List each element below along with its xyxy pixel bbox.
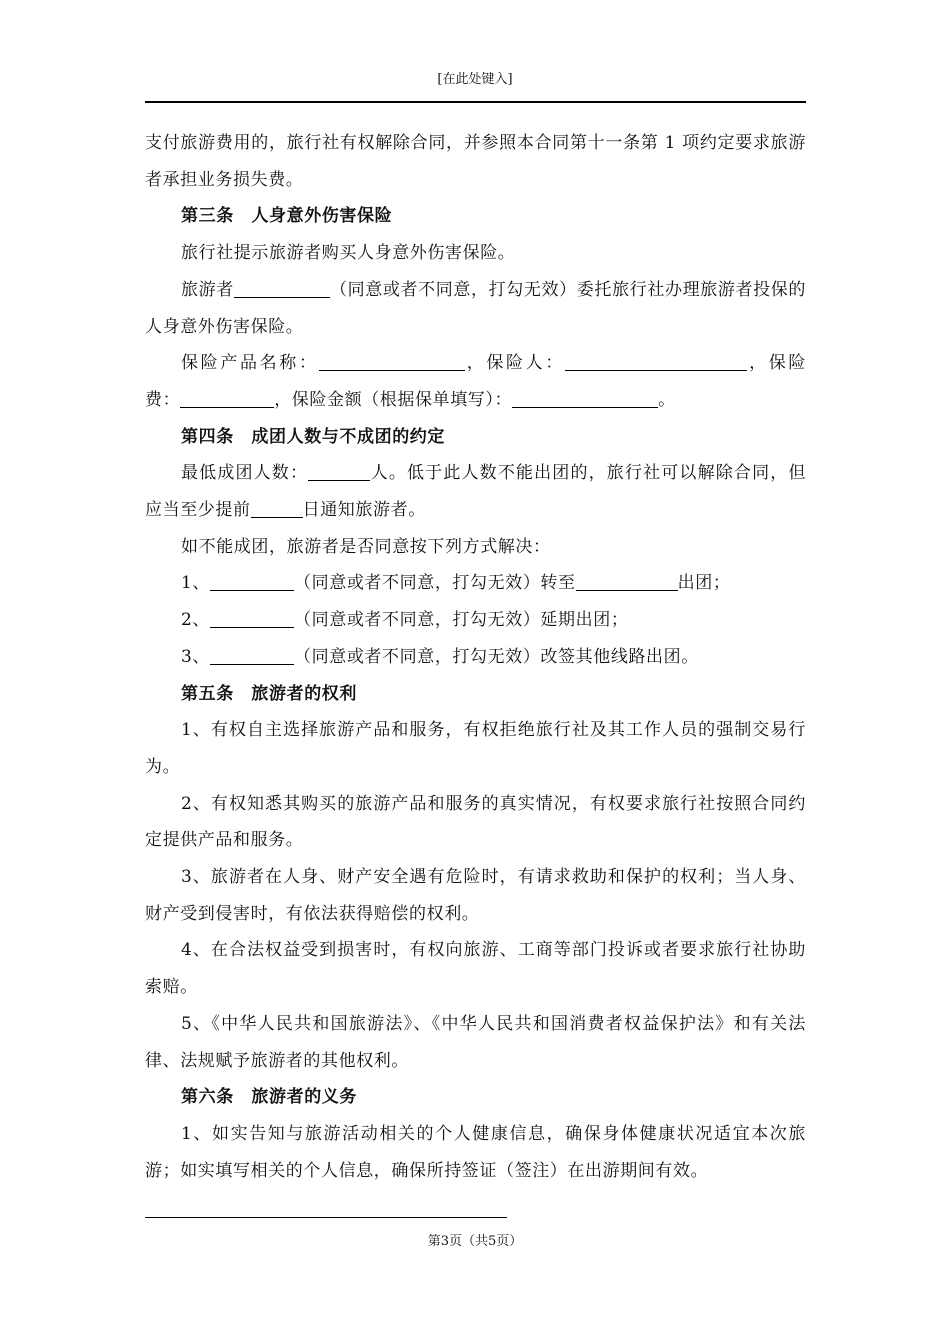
fill-in-blank[interactable]: [565, 352, 747, 371]
text-segment: ，保险费：: [145, 353, 807, 410]
article-3-paragraph-3: [145, 345, 806, 418]
article-4-option-1: [145, 565, 806, 602]
fill-in-blank[interactable]: [576, 572, 678, 591]
article-5-item-1: 1、有权自主选择旅游产品和服务，有权拒绝旅行社及其工作人员的强制交易行为。: [145, 720, 806, 777]
article-5-item-2: 2、有权知悉其购买的旅游产品和服务的真实情况，有权要求旅行社按照合同约定提供产品和服务。: [145, 793, 806, 851]
article-4-option-2: [145, 602, 806, 639]
text-segment: 人。低于此人数不能出团的，旅行社可以解除合同，但应当至少提前: [145, 463, 807, 521]
article-5-item-5: 5、《中华人民共和国旅游法》、《中华人民共和国消费者权益保护法》和有关法律、法规赋予旅游者的其他权利。: [145, 1013, 806, 1071]
text-segment: 最低成团人数：: [181, 463, 309, 484]
text-segment: 3、: [181, 646, 211, 667]
text-segment: 日通知旅游者。: [302, 500, 426, 521]
article-4-option-3: [145, 639, 806, 676]
article-4-paragraph-2: 如不能成团，旅游者是否同意按下列方式解决：: [181, 536, 551, 557]
text-segment: 。: [658, 389, 676, 410]
fill-in-blank[interactable]: [308, 462, 370, 481]
article-6-heading: 第六条 旅游者的义务: [181, 1087, 357, 1108]
article-6-item-1: 1、如实告知与旅游活动相关的个人健康信息，确保身体健康状况适宜本次旅游；如实填写相关的个人信息，确保所持签证（签注）在出游期间有效。: [145, 1123, 806, 1181]
text-segment: 保险产品名称：: [181, 353, 319, 374]
fill-in-blank[interactable]: [210, 646, 294, 665]
fill-in-blank[interactable]: [180, 389, 274, 408]
footer-divider: [145, 1217, 507, 1218]
continued-paragraph: 支付旅游费用的，旅行社有权解除合同，并参照本合同第十一条第 1 项约定要求旅游者承担业务损失费。: [145, 133, 806, 190]
article-5-item-3: 3、旅游者在人身、财产安全遇有危险时，有请求救助和保护的权利；当人身、财产受到侵害时，有依法获得赔偿的权利。: [145, 867, 806, 924]
text-segment: ，保险金额（根据保单填写）：: [274, 389, 513, 410]
header-divider: [145, 101, 806, 103]
text-segment: 旅游者: [181, 279, 234, 300]
article-5-item-4: 4、在合法权益受到损害时，有权向旅游、工商等部门投诉或者要求旅行社协助索赔。: [145, 940, 806, 998]
article-4-paragraph-1: [145, 455, 806, 528]
fill-in-blank[interactable]: [251, 499, 303, 518]
fill-in-blank[interactable]: [210, 609, 294, 628]
article-5-heading: 第五条 旅游者的权利: [181, 683, 357, 704]
article-4-heading: 第四条 成团人数与不成团的约定: [181, 426, 445, 447]
article-3-paragraph-2: [145, 272, 806, 345]
page-number: 第3页（共5页）: [427, 1234, 523, 1249]
text-segment: 1、: [181, 573, 211, 594]
article-3-paragraph-1: 旅行社提示旅游者购买人身意外伤害保险。: [181, 243, 516, 264]
page-header: [在此处键入]: [437, 72, 513, 87]
fill-in-blank[interactable]: [210, 572, 294, 591]
fill-in-blank[interactable]: [234, 279, 330, 298]
text-segment: （同意或者不同意，打勾无效）转至: [294, 573, 576, 594]
fill-in-blank[interactable]: [512, 389, 658, 408]
document-body: [145, 125, 806, 1189]
fill-in-blank[interactable]: [319, 352, 465, 371]
text-segment: （同意或者不同意，打勾无效）委托旅行社办理旅游者投保的人身意外伤害保险。: [145, 279, 806, 337]
article-3-heading: 第三条 人身意外伤害保险: [181, 206, 393, 227]
text-segment: 出团；: [677, 573, 731, 594]
text-segment: ，保险人：: [464, 353, 566, 374]
text-segment: （同意或者不同意，打勾无效）改签其他线路出团。: [294, 646, 699, 667]
text-segment: （同意或者不同意，打勾无效）延期出团；: [294, 610, 629, 631]
text-segment: 2、: [181, 610, 211, 631]
